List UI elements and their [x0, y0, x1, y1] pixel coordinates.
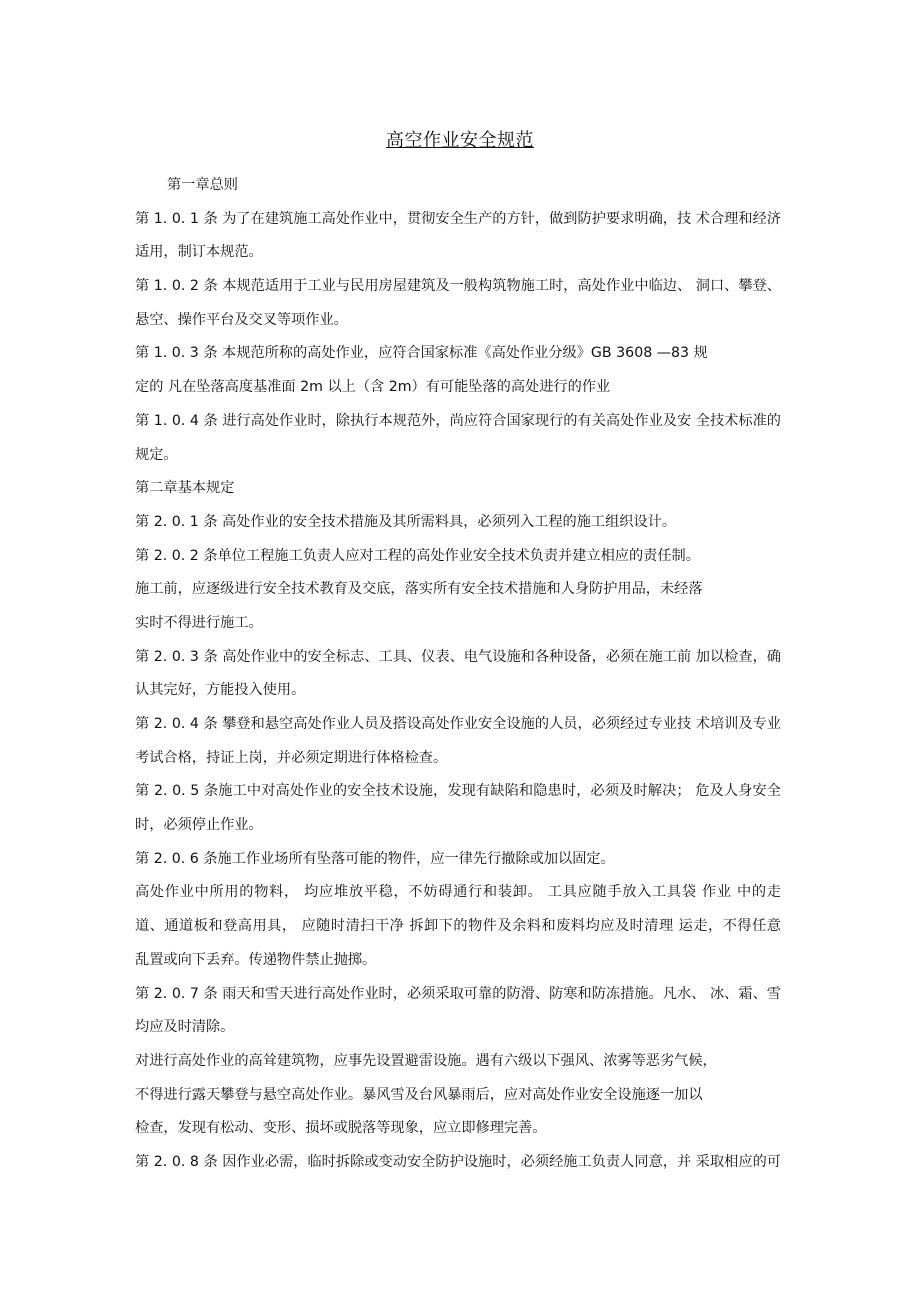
paragraph-line: 适用，制订本规范。: [135, 244, 263, 261]
document-title: 高空作业安全规范: [386, 130, 534, 151]
chapter-heading: 第一章总则: [167, 177, 238, 193]
paragraph-line: 认其完好，方能投入使用。: [135, 682, 306, 699]
paragraph-line: 悬空、操作平台及交叉等项作业。: [135, 311, 348, 328]
paragraph-line: 第 2. 0. 6 条施工作业场所有坠落可能的物件，应一律先行撤除或加以固定。: [135, 850, 615, 867]
paragraph-line: 第 2. 0. 2 条单位工程施工负责人应对工程的高处作业安全技术负责并建立相应的责任制。: [135, 547, 700, 564]
paragraph-line: 高处作业中所用的物料， 均应堆放平稳，不妨碍通行和装卸。 工具应随手放入工具袋 作业 中的走: [135, 884, 781, 901]
paragraph-line: 施工前，应逐级进行安全技术教育及交底，落实所有安全技术措施和人身防护用品，未经落: [135, 581, 703, 598]
chapter-heading: 第二章基本规定: [135, 480, 235, 497]
paragraph-line: 第 2. 0. 1 条 高处作业的安全技术措施及其所需料具，必须列入工程的施工组织设计。: [135, 513, 677, 530]
paragraph-line: 第 2. 0. 3 条 高处作业中的安全标志、工具、仪表、电气设施和各种设备，必须在施工前 加以检查，确: [135, 648, 781, 665]
paragraph-line: 第 2. 0. 8 条 因作业必需，临时拆除或变动安全防护设施时，必须经施工负责人同意，并 采取相应的可: [135, 1153, 781, 1170]
paragraph-line: 对进行高处作业的高耸建筑物，应事先设置避雷设施。遇有六级以下强风、浓雾等恶劣气候，: [135, 1052, 717, 1069]
paragraph-line: 第 1. 0. 2 条 本规范适用于工业与民用房屋建筑及一般构筑物施工时，高处作业中临边、 洞口、攀登、: [135, 278, 781, 295]
paragraph-line: 乱置或向下丢弃。传递物件禁止抛掷。: [135, 951, 377, 968]
paragraph-line: 第 1. 0. 4 条 进行高处作业时，除执行本规范外，尚应符合国家现行的有关高处作业及安 全技术标准的: [135, 412, 781, 429]
paragraph-line: 规定。: [135, 446, 178, 463]
document-body: [135, 171, 781, 1182]
paragraph-line: 第 2. 0. 7 条 雨天和雪天进行高处作业时，必须采取可靠的防滑、防寒和防冻措施。凡水、 冰、霜、雪: [135, 985, 781, 1002]
paragraph-line: 第 1. 0. 1 条 为了在建筑施工高处作业中，贯彻安全生产的方针，做到防护要求明确，技 术合理和经济: [135, 210, 781, 227]
paragraph-line: 不得进行露天攀登与悬空高处作业。暴风雪及台风暴雨后，应对高处作业安全设施逐一加以: [135, 1086, 703, 1103]
paragraph-line: 实时不得进行施工。: [135, 614, 263, 631]
paragraph-line: 考试合格，持证上岗，并必须定期进行体格检查。: [135, 749, 448, 766]
paragraph-line: 检查，发现有松动、变形、损坏或脱落等现象，应立即修理完善。: [135, 1120, 547, 1137]
paragraph-line: 道、通道板和登高用具， 应随时清扫干净 拆卸下的物件及余料和废料均应及时清理 运走，不得任意: [135, 918, 781, 935]
paragraph-line: 第 2. 0. 5 条施工中对高处作业的安全技术设施，发现有缺陷和隐患时，必须及时解决； 危及人身安全: [135, 783, 781, 800]
paragraph-line: 第 2. 0. 4 条 攀登和悬空高处作业人员及搭设高处作业安全设施的人员，必须经过专业技 术培训及专业: [135, 716, 781, 732]
paragraph-line: 第 1. 0. 3 条 本规范所称的高处作业，应符合国家标准《高处作业分级》GB 3608 —83 规: [135, 345, 708, 362]
paragraph-line: 时，必须停止作业。: [135, 817, 263, 834]
paragraph-line: 定的 凡在坠落高度基准面 2m 以上（含 2m）有可能坠落的高处进行的作业: [135, 379, 611, 396]
paragraph-line: 均应及时清除。: [135, 1019, 235, 1036]
